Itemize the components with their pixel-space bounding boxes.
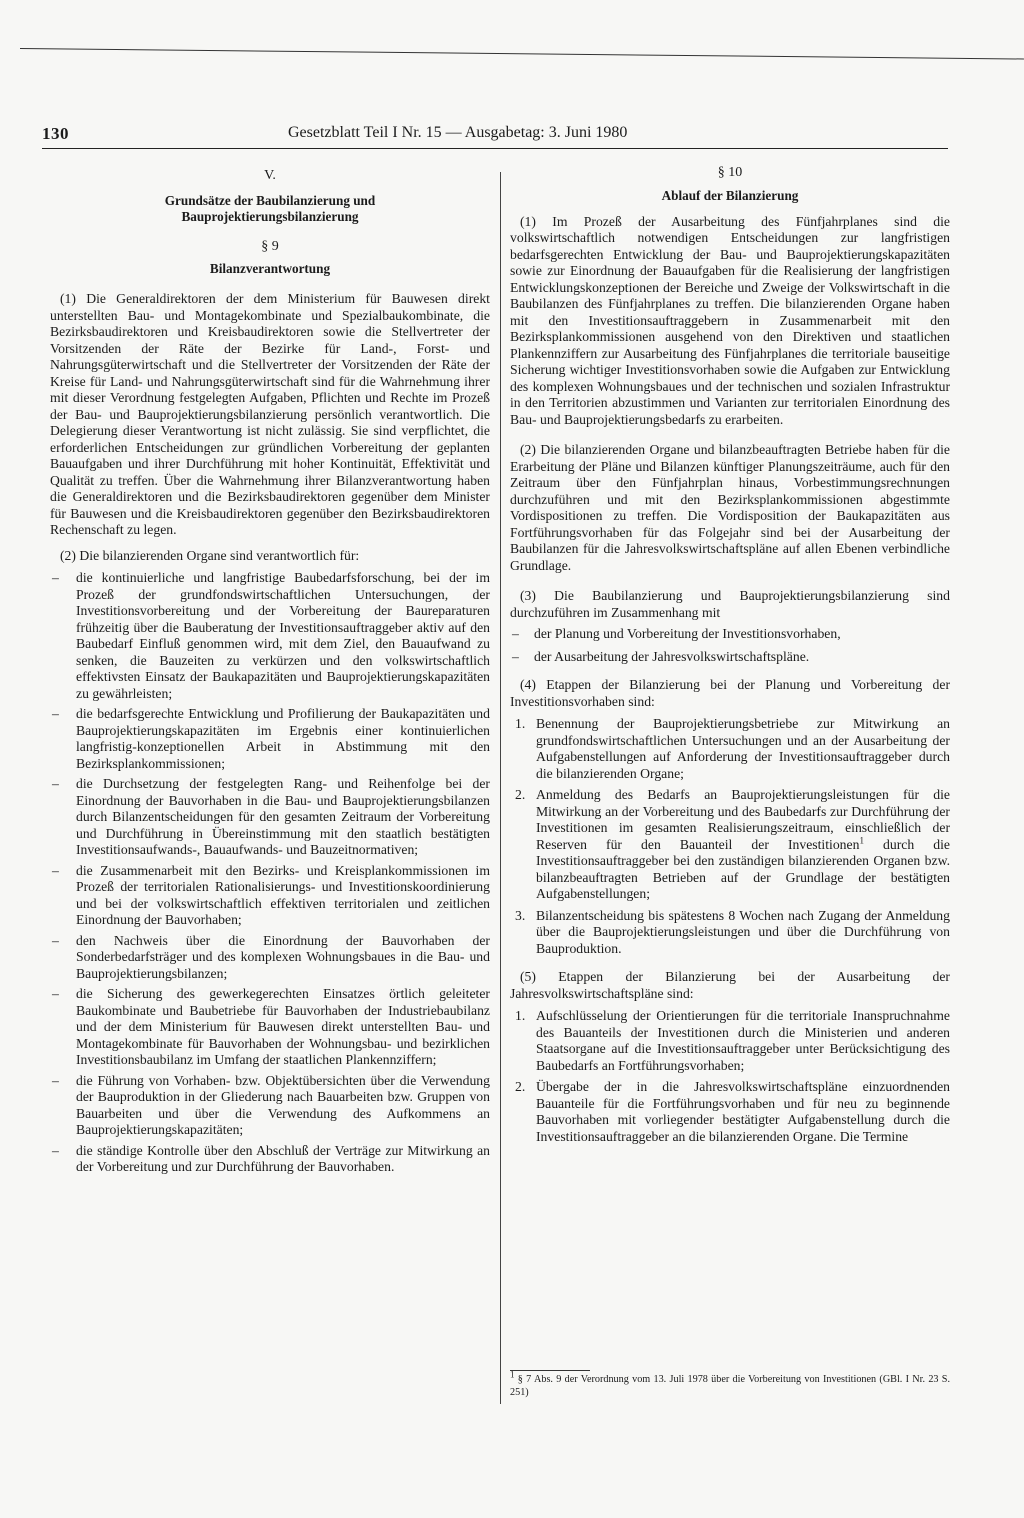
list-item: – die kontinuierliche und langfristige Baubedarfsforschung, bei der im Prozeß der grundfondswirtschaftlichen Untersuchungen, der Investitionsvorbereitung und der Vorbereitung der Baureparaturen frühzeitig über die Bauberatung der Investitionsauftraggeber aktiv auf den Baubedarf Einfluß genommen wird, mit dem Ziel, den Bauaufwand zu senken, die Bauzeiten zu verkürzen und den volkswirtschaftlich effektivsten Einsatz der Baukapazitäten und Bauprojektierungskapazitäten zu gewährleisten;	[50, 570, 490, 702]
part-title	[50, 193, 490, 225]
list-item: – die Führung von Vorhaben- bzw. Objektübersichten über die Verwendung der Bauproduktion in der Gliederung nach Bauarbeiten bzw. Gruppen von Bauarbeiten und über die Verwendung des Aufkommens an Bauprojektierungskapazitäten;	[50, 1073, 490, 1139]
page-edge-line	[20, 48, 1024, 60]
running-head: Gesetzblatt Teil I Nr. 15 — Ausgabetag: 3. Juni 1980	[288, 124, 628, 141]
item-number: 2.	[515, 1079, 526, 1094]
numbered-item	[510, 716, 950, 782]
item-number: 1.	[515, 716, 526, 731]
page-header	[42, 118, 948, 146]
numbered-item	[510, 908, 950, 958]
paragraph-9-title: Bilanzverantwortung	[209, 261, 331, 276]
header-rule	[42, 148, 948, 149]
list-item: – die ständige Kontrolle über den Abschluß der Verträge zur Mitwirkung an der Vorbereitung und zur Durchführung der Bauvorhaben.	[50, 1143, 490, 1176]
footnote	[510, 1369, 951, 1399]
item-text: Anmeldung des Bedarfs an Bauprojektierungsleistungen für die Mitwirkung an der Vorbereitung und des Baubedarfs zur Durchführung der Investitionen im gesamten Realisierungszeitraum, einschließlich der Reserven für den Bauanteil der Investitionen	[536, 787, 950, 852]
subsection-5-list	[510, 1008, 950, 1145]
paragraph-10-number: § 10	[717, 165, 743, 180]
list-item: – die bedarfsgerechte Entwicklung und Profilierung der Baukapazitäten und Bauprojektierungskapazitäten im Ergebnis einer kontinuierlichen langfristig-konzeptionellen Arbeit in Abstimmung mit den Bezirksplankommissionen;	[50, 706, 490, 772]
paragraph-10-subsection-5-intro: (5) Etappen der Bilanzierung bei der Ausarbeitung der Jahresvolkswirtschaftspläne sind:	[510, 969, 950, 1001]
numbered-item	[510, 1008, 950, 1074]
footnote-rule	[510, 1370, 590, 1371]
list-item: – die Sicherung des gewerkegerechten Einsatzes örtlich geleiteter Baukombinate und Baubetriebe für Bauvorhaben der Industriebaubilanz und der dem Ministerium für Bauwesen direkt unterstellten Bau- und Montagekombinate für Bauvorhaben der Wohnungsbau- und bezirklichen Investitionsbaubilanz im Umfang der staatlichen Plankennziffern;	[50, 986, 490, 1069]
item-text: Aufschlüsselung der Orientierungen für die territoriale Inanspruchnahme des Bauanteils der Investitionen durch die Ministerien und anderen Staatsorgane auf die Investitionsauftraggeber unter Berücksichtigung des Baubedarfs an Fortführungsvorhaben;	[536, 1008, 950, 1073]
subsection-4-list	[510, 716, 950, 957]
item-number: 2.	[515, 787, 526, 802]
paragraph-9-subsection-2-intro: (2) Die bilanzierenden Organe sind verantwortlich für:	[60, 547, 360, 563]
footnote-text: § 7 Abs. 9 der Verordnung vom 13. Juli 1978 über die Vorbereitung von Investitionen (GBl. I Nr. 23 S. 251)	[510, 1374, 951, 1398]
part-title-line-1: Grundsätze der Baubilanzierung und	[164, 192, 376, 208]
paragraph-10-title: Ablauf der Bilanzierung	[661, 187, 799, 203]
list-item: – die Zusammenarbeit mit den Bezirks- und Kreisplankommissionen im Prozeß der territorialen Rationalisierungs- und Investitionskoordinierung und bei der volkswirtschaftlich effektiven territorialen und zeitlichen Einordnung der Bauvorhaben;	[50, 863, 490, 929]
list-item: – den Nachweis über die Einordnung der Bauvorhaben der Sonderbedarfsträger und des komplexen Wohnungsbaues in die Bau- und Bauprojektierungsbilanzen;	[50, 933, 490, 983]
paragraph-10-subsection-3-intro: (3) Die Baubilanzierung und Bauprojektierungsbilanzierung sind durchzuführen im Zusammenhang mit	[510, 588, 950, 620]
part-title-line-2: Bauprojektierungsbilanzierung	[181, 208, 359, 224]
page-number: 130	[42, 124, 69, 143]
item-text: Übergabe der in die Jahresvolkswirtschaftspläne einzuordnenden Bauanteile für die Fortführungsvorhaben und für neu zu beginnende Bauvorhaben mit vorliegender bestätigter Aufgabenstellung durch die Investitionsauftraggeber an die bilanzierenden Organe. Die Termine	[536, 1079, 950, 1144]
item-number: 3.	[515, 907, 526, 923]
part-number: V.	[264, 168, 276, 183]
numbered-item	[510, 787, 950, 903]
subsection-3-list	[510, 626, 950, 665]
list-item: – der Ausarbeitung der Jahresvolkswirtschaftspläne.	[510, 649, 950, 666]
footnote-mark: 1	[510, 1369, 515, 1380]
responsibilities-list	[50, 570, 490, 1176]
right-column	[510, 165, 950, 1153]
column-divider	[500, 172, 501, 1404]
left-column	[50, 165, 490, 1180]
list-item: – die Durchsetzung der festgelegten Rang- und Reihenfolge bei der Einordnung der Bauvorhaben in die Bau- und Bauprojektierungsbilanzen durch Bilanzentscheidungen für den gesamten Zeitraum der Vorbereitung und Durchführung in Übereinstimmung mit den staatlich bestätigten Investitionsaufwands-, Bauaufwands- und Bauzeitnormativen;	[50, 776, 490, 859]
list-item: – der Planung und Vorbereitung der Investitionsvorhaben,	[510, 626, 950, 643]
paragraph-10-subsection-2: (2) Die bilanzierenden Organe und bilanzbeauftragten Betriebe haben für die Erarbeitung der Pläne und Bilanzen künftiger Planungszeiträume, auch für den Zeitraum über den Fünfjahrplan hinaus, Vorbestimmungsrechnungen durchzuführen und mit den Bezirksplankommissionen abgestimmte Vordispositionen zu treffen. Die Vordisposition der Baukapazitäten aus Fortführungsvorhaben für das Folgejahr sind bei der Ausarbeitung der Baubilanzen für die Jahresvolkswirtschaftspläne auf allen Ebenen verbindliche Grundlage.	[510, 442, 950, 573]
item-text: Bilanzentscheidung bis spätestens 8 Wochen nach Zugang der Anmeldung über die Bauprojektierungsleistungen und über die Durchführung von Bauproduktion.	[536, 907, 950, 956]
footnote-reference: 1	[859, 834, 864, 845]
item-text-continued: durch die Investitionsauftraggeber bei den zuständigen bilanzierenden Organen bzw. bilanzbeauftragten Betrieben auf der Grundlage der bestätigten Aufgabenstellungen;	[536, 836, 951, 901]
item-number: 1.	[515, 1008, 526, 1023]
paragraph-10-subsection-1: (1) Im Prozeß der Ausarbeitung des Fünfjahrplanes sind die volkswirtschaftlich notwendigen Entscheidungen zur langfristigen bedarfsgerechten Entwicklung der Bau- und Bauprojektierungskapazitäten sowie zur Einordnung der Bauaufgaben für die Realisierung der langfristigen Entwicklungskonzeptionen der Bereiche und Zweige der Volkswirtschaft in die Baubilanzen des Fünfjahrplanes zu treffen. Die bilanzierenden Organe haben mit den Investitionsauftraggebern in Zusammenarbeit mit den Bezirksplankommissionen ausgehend von den Direktiven und staatlichen Plankennziffern zur Ausarbeitung des Fünfjahrplanes die territoriale bauseitige Sicherung wichtiger Investitionsvorhaben sowie die Aufgaben zur Entwicklung des komplexen Wohnungsbaues und der technischen und sozialen Infrastruktur in den Territorien abzustimmen und Varianten zur territorialen Einordnung des Bau- und Bauprojektierungsbedarfs zu erarbeiten.	[510, 213, 950, 427]
item-text: Benennung der Bauprojektierungsbetriebe zur Mitwirkung an grundfondswirtschaftlichen Untersuchungen und an der Ausarbeitung der Aufgabenstellungen auf Anforderung der Investitionsauftraggeber durch die bilanzierenden Organe;	[536, 716, 950, 781]
paragraph-10-subsection-4-intro: (4) Etappen der Bilanzierung bei der Planung und Vorbereitung der Investitionsvorhaben sind:	[510, 677, 950, 709]
numbered-item	[510, 1079, 950, 1145]
paragraph-9-number: § 9	[261, 238, 279, 254]
paragraph-9-subsection-1: (1) Die Generaldirektoren der dem Ministerium für Bauwesen direkt unterstellten Bau- und Montagekombinate und Spezialbaukombinate, die Bezirksbaudirektoren und Kreisbaudirektoren sowie die Stellvertreter der Vorsitzenden der Räte der Bezirke für Land-, Forst- und Nahrungsgüterwirtschaft und die Stellvertreter der Vorsitzenden der Räte der Kreise für Land- und Nahrungsgüterwirtschaft sind für die Wahrnehmung ihrer mit dieser Verordnung festgelegten Aufgaben, Pflichten und Rechte im Prozeß der Bau- und Bauprojektierungsbilanzierung persönlich verantwortlich. Die Delegierung dieser Verantwortung ist nicht zulässig. Sie sind verpflichtet, die erforderlichen Entscheidungen zur gründlichen Vorbereitung der geplanten Bauaufgaben und ihrer Durchführung mit hoher Kontinuität, Effektivität und Qualität zu treffen. Über die Wahrnehmung ihrer Bilanzverantwortung haben die Generaldirektoren und die Bezirksbaudirektoren gegenüber dem Minister für Bauwesen und die Kreisbaudirektoren gegenüber den Bezirksbaudirektoren Rechenschaft zu legen.	[50, 291, 490, 537]
